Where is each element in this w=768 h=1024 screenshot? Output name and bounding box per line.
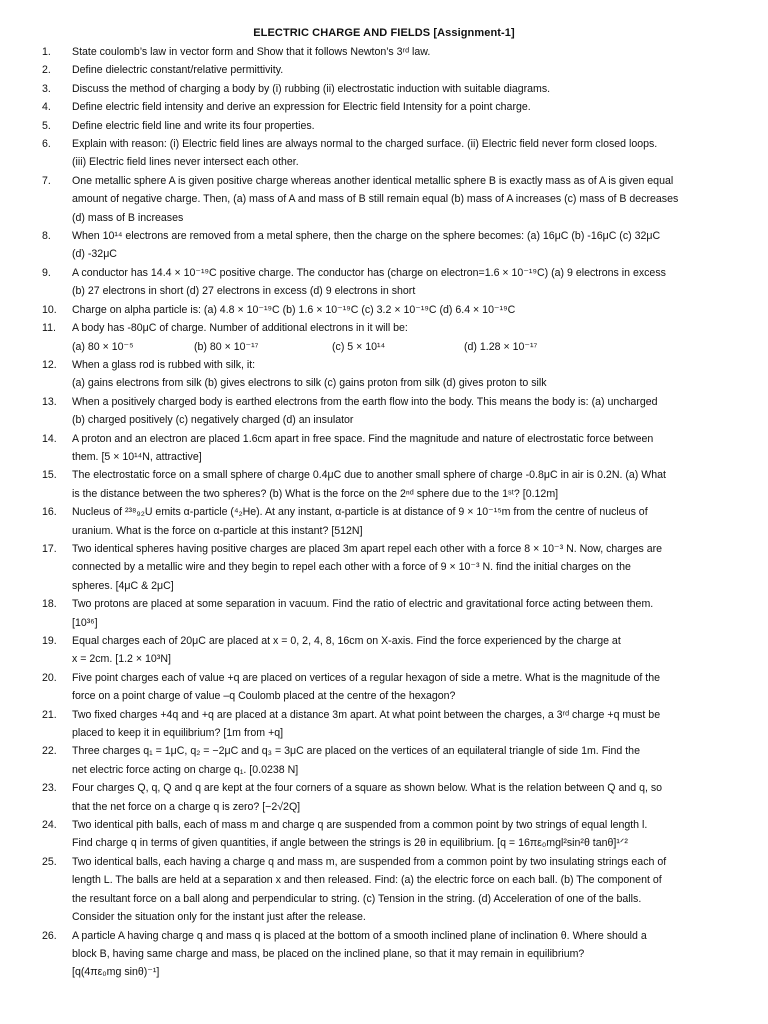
question-item bbox=[0, 135, 768, 172]
question-text-line: the resultant force on a ball along and perpendicular to string. (c) Tension in the string. (d) Acceleration of one of the balls. bbox=[72, 892, 642, 905]
question-text-line: Four charges Q, q, Q and q are kept at the four corners of a square as shown below. What is the relation between Q and q, so bbox=[72, 782, 663, 795]
question-number: 16. bbox=[42, 506, 57, 519]
question-item bbox=[0, 264, 768, 301]
question-text-line: When a positively charged body is earthed electrons from the earth flow into the body. This means the body is: (a) uncharged bbox=[72, 395, 658, 408]
question-text-line: A body has -80μC of charge. Number of additional electrons in it will be: bbox=[72, 322, 408, 335]
question-number: 11. bbox=[42, 322, 56, 335]
question-text-line: [q(4πε₀mg sinθ)⁻¹] bbox=[72, 966, 160, 979]
question-number: 3. bbox=[42, 82, 51, 95]
question-text-line: block B, having same charge and mass, be placed on the inclined plane, so that it may remain in equilibrium? bbox=[72, 947, 585, 960]
options-row bbox=[72, 338, 716, 356]
question-item bbox=[0, 356, 768, 393]
question-item bbox=[0, 117, 768, 135]
question-item bbox=[0, 779, 768, 816]
question-number: 1. bbox=[42, 46, 51, 58]
page-title: ELECTRIC CHARGE AND FIELDS [Assignment-1] bbox=[253, 27, 515, 39]
question-item bbox=[0, 540, 768, 595]
question-text-line: Two identical spheres having positive charges are placed 3m apart repel each other with a force 8 × 10⁻³ N. Now, charges are bbox=[72, 542, 663, 555]
question-number: 20. bbox=[42, 671, 57, 684]
question-text-line: uranium. What is the force on α-particle at this instant? [512N] bbox=[72, 524, 363, 537]
question-item bbox=[0, 632, 768, 669]
question-text-line: [10³⁶] bbox=[72, 616, 98, 629]
question-text-line: The electrostatic force on a small sphere of charge 0.4μC due to another small sphere of charge -0.8μC in air is 0.2N. (a) What bbox=[72, 469, 666, 482]
answer-option: (b) 80 × 10⁻¹⁷ bbox=[194, 340, 259, 353]
question-text-line: (d) mass of B increases bbox=[72, 211, 184, 224]
question-number: 25. bbox=[42, 855, 57, 868]
question-text-line: When 10¹⁴ electrons are removed from a metal sphere, then the charge on the sphere becomes: (a) 16μC (b) -16μC (c) 32μC bbox=[72, 230, 661, 243]
question-number: 9. bbox=[42, 266, 51, 279]
question-number: 8. bbox=[42, 230, 51, 243]
question-text-line: Two fixed charges +4q and +q are placed at a distance 3m apart. At what point between the charges, a 3ʳᵈ charge +q must be bbox=[72, 708, 661, 721]
question-list bbox=[0, 43, 768, 982]
question-item bbox=[0, 98, 768, 116]
question-text-line: When a glass rod is rubbed with silk, it: bbox=[72, 358, 256, 371]
question-text-line: Three charges q₁ = 1μC, q₂ = −2μC and q₃ = 3μC are placed on the vertices of an equilateral triangle of side 1m. Find the bbox=[72, 745, 640, 758]
question-text-line: Charge on alpha particle is: (a) 4.8 × 10⁻¹⁹C (b) 1.6 × 10⁻¹⁹C (c) 3.2 × 10⁻¹⁹C (d) 6.4 × 10⁻¹⁹C bbox=[72, 303, 516, 316]
question-number: 15. bbox=[42, 469, 57, 482]
question-item bbox=[0, 853, 768, 927]
question-text-line: Explain with reason: (i) Electric field lines are always normal to the charged surface. (ii) Electric field never form closed loops. bbox=[72, 138, 658, 151]
question-number: 24. bbox=[42, 819, 57, 832]
question-item bbox=[0, 669, 768, 706]
question-item bbox=[0, 319, 768, 356]
question-text-line: Five point charges each of value +q are placed on vertices of a regular hexagon of side a metre. What is the magnitude of the bbox=[72, 671, 661, 684]
question-text-line: (b) charged positively (c) negatively charged (d) an insulator bbox=[72, 414, 354, 427]
question-text-line: Equal charges each of 20μC are placed at x = 0, 2, 4, 8, 16cm on X-axis. Find the force experienced by the charge at bbox=[72, 635, 621, 647]
question-text-line: (a) gains electrons from silk (b) gives electrons to silk (c) gains proton from silk (d) gives proton to silk bbox=[72, 377, 547, 390]
question-text-line: is the distance between the two spheres? (b) What is the force on the 2ⁿᵈ sphere due to the 1ˢᵗ? [0.12m] bbox=[72, 487, 559, 500]
question-text-line: A conductor has 14.4 × 10⁻¹⁹C positive charge. The conductor has (charge on electron=1.6 × 10⁻¹⁹C) (a) 9 electrons in excess bbox=[72, 266, 666, 279]
question-item bbox=[0, 80, 768, 98]
question-item bbox=[0, 172, 768, 227]
question-number: 19. bbox=[42, 635, 57, 647]
answer-option: (d) 1.28 × 10⁻¹⁷ bbox=[464, 340, 538, 353]
question-text-line: A particle A having charge q and mass q is placed at the bottom of a smooth inclined plane of inclination θ. Where should a bbox=[72, 929, 647, 942]
question-number: 12. bbox=[42, 358, 57, 371]
question-item bbox=[0, 503, 768, 540]
question-item bbox=[0, 393, 768, 430]
question-number: 13. bbox=[42, 395, 57, 408]
question-text-line: force on a point charge of value –q Coulomb placed at the centre of the hexagon? bbox=[72, 690, 456, 703]
question-text-line: Define electric field line and write its four properties. bbox=[72, 119, 315, 132]
question-text-line: Define dielectric constant/relative permittivity. bbox=[72, 64, 284, 77]
question-text-line: Two identical balls, each having a charge q and mass m, are suspended from a common point by two insulating strings each of bbox=[72, 855, 667, 868]
question-text-line: spheres. [4μC & 2μC] bbox=[72, 579, 174, 592]
question-item bbox=[0, 927, 768, 982]
question-number: 10. bbox=[42, 303, 57, 316]
answer-option: (c) 5 × 10¹⁴ bbox=[332, 340, 386, 353]
question-item bbox=[0, 742, 768, 779]
question-number: 6. bbox=[42, 138, 51, 151]
question-text-line: Two protons are placed at some separation in vacuum. Find the ratio of electric and gravitational force acting between them. bbox=[72, 598, 654, 611]
question-number: 5. bbox=[42, 119, 51, 132]
question-number: 4. bbox=[42, 101, 51, 114]
question-number: 14. bbox=[42, 432, 57, 445]
question-item bbox=[0, 301, 768, 319]
question-text-line: Find charge q in terms of given quantities, if angle between the strings is 2θ in equilibrium. [q = 16πε₀mgl²sin²θ tanθ]¹ᐟ² bbox=[72, 837, 628, 850]
question-item bbox=[0, 706, 768, 743]
question-text-line: (b) 27 electrons in short (d) 27 electrons in excess (d) 9 electrons in short bbox=[72, 285, 416, 298]
question-item bbox=[0, 816, 768, 853]
question-text-line: Discuss the method of charging a body by (i) rubbing (ii) electrostatic induction with suitable diagrams. bbox=[72, 82, 551, 95]
question-number: 26. bbox=[42, 929, 57, 942]
question-text-line: State coulomb’s law in vector form and Show that it follows Newton’s 3ʳᵈ law. bbox=[72, 46, 431, 58]
question-text-line: connected by a metallic wire and they begin to repel each other with a force of 9 × 10⁻³ N. find the initial charges on the bbox=[72, 561, 631, 574]
question-text-line: Consider the situation only for the instant just after the release. bbox=[72, 911, 366, 924]
question-text-line: placed to keep it in equilibrium? [1m from +q] bbox=[72, 727, 284, 740]
question-text-line: Two identical pith balls, each of mass m and charge q are suspended from a common point by two strings of equal length l. bbox=[72, 819, 648, 832]
question-text-line: Nucleus of ²³⁸₉₂U emits α-particle (⁴₂He). At any instant, α-particle is at distance of 9 × 10⁻¹⁵m from the centre of nucleus of bbox=[72, 506, 648, 519]
question-text-line: One metallic sphere A is given positive charge whereas another identical metallic sphere B is exactly mass as of A is given equal bbox=[72, 174, 674, 187]
question-item bbox=[0, 466, 768, 503]
question-number: 22. bbox=[42, 745, 57, 758]
question-item bbox=[0, 595, 768, 632]
question-text-line: Define electric field intensity and derive an expression for Electric field Intensity for a point charge. bbox=[72, 101, 531, 114]
question-text-line: that the net force on a charge q is zero? [−2√2Q] bbox=[72, 800, 301, 813]
question-text-line: amount of negative charge. Then, (a) mass of A and mass of B still remain equal (b) mass of A increases (c) mass of B decreases bbox=[72, 193, 679, 206]
question-number: 23. bbox=[42, 782, 57, 795]
question-text-line: x = 2cm. [1.2 × 10³N] bbox=[72, 653, 171, 666]
question-text-line: (iii) Electric field lines never intersect each other. bbox=[72, 156, 299, 169]
question-text-line: them. [5 × 10¹⁴N, attractive] bbox=[72, 450, 202, 463]
question-item bbox=[0, 43, 768, 61]
question-number: 18. bbox=[42, 598, 57, 611]
answer-option: (a) 80 × 10⁻⁵ bbox=[72, 340, 134, 353]
question-number: 2. bbox=[42, 64, 51, 77]
question-item bbox=[0, 61, 768, 79]
question-number: 17. bbox=[42, 542, 57, 555]
question-item bbox=[0, 430, 768, 467]
question-text-line: length L. The balls are held at a separation x and then released. Find: (a) the electric force on each ball. (b) The component of bbox=[72, 874, 662, 887]
question-text-line: net electric force acting on charge q₁. [0.0238 N] bbox=[72, 763, 299, 776]
question-text-line: (d) -32μC bbox=[72, 248, 117, 261]
question-text-line: A proton and an electron are placed 1.6cm apart in free space. Find the magnitude and nature of electrostatic force between bbox=[72, 432, 654, 445]
question-number: 21. bbox=[42, 708, 57, 721]
question-number: 7. bbox=[42, 174, 51, 187]
question-item bbox=[0, 227, 768, 264]
